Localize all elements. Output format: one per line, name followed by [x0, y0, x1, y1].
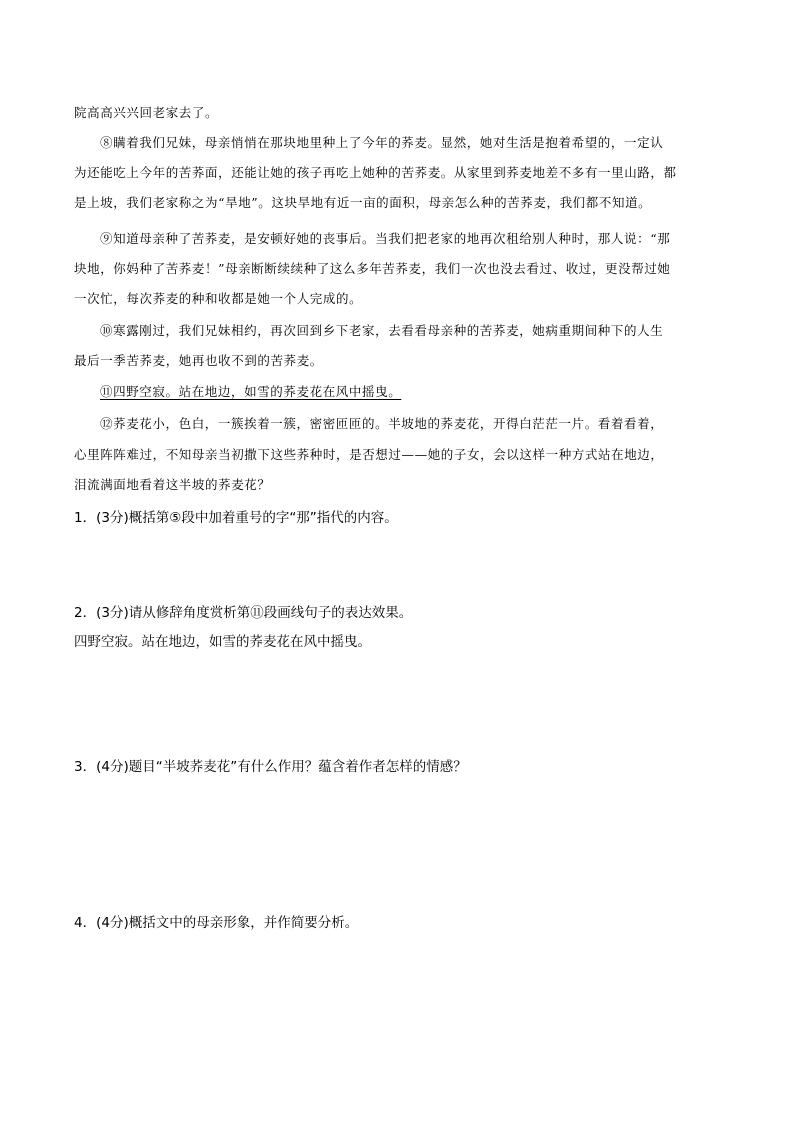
question-2: 2．(3分)请从修辞角度赏析第⑪段画线句子的表达效果。 — [74, 605, 413, 621]
passage-line: 院高高兴兴回老家去了。 — [74, 105, 219, 120]
question-2-quoted-sentence: 四野空寂。站在地边，如雪的荞麦花在风中摇曳。 — [74, 634, 371, 650]
passage-line: 最后一季苦荞麦，她再也收不到的苦荞麦。 — [74, 353, 323, 368]
passage-line: 心里阵阵难过，不知母亲当初撒下这些荞种时，是否想过——她的子女，会以这样一种方式站在地边， — [74, 447, 664, 462]
question-1: 1．(3分)概括第⑤段中加着重号的字“那”指代的内容。 — [74, 510, 398, 526]
passage-paragraph-10: ⑩寒露刚过，我们兄妹相约，再次回到乡下老家，去看看母亲种的苦荞麦，她病重期间种下的人生 — [100, 323, 664, 338]
question-3: 3．(4分)题目“半坡荞麦花”有什么作用？蕴含着作者怎样的情感？ — [74, 759, 467, 775]
passage-line: 一次忙，每次荞麦的种和收都是她一个人完成的。 — [74, 291, 363, 306]
passage-paragraph-8: ⑧瞒着我们兄妹，母亲悄悄在那块地里种上了今年的荞麦。显然，她对生活是抱着希望的，一定认 — [100, 135, 664, 150]
passage-line: 是上坡，我们老家称之为“旱地”。这块旱地有近一亩的面积，母亲怎么种的苦荞麦，我们都不知道。 — [74, 195, 652, 210]
question-4: 4．(4分)概括文中的母亲形象，并作简要分析。 — [74, 915, 359, 931]
passage-line: 为还能吃上今年的苦荞面，还能让她的孩子再吃上她种的苦荞麦。从家里到荞麦地差不多有一里山路，都 — [74, 165, 677, 180]
passage-paragraph-11-underlined: ⑪四野空寂。站在地边，如雪的荞麦花在风中摇曳。 — [100, 384, 402, 399]
passage-line: 块地，你妈种了苦荞麦！”母亲断断续续种了这么多年苦荞麦，我们一次也没去看过、收过，更没帮过她 — [74, 261, 671, 276]
passage-line: 泪流满面地看着这半坡的荞麦花？ — [74, 477, 271, 492]
passage-paragraph-9: ⑨知道母亲种了苦荞麦，是安顿好她的丧事后。当我们把老家的地再次租给别人种时，那人说：“那 — [100, 231, 671, 246]
passage-paragraph-12: ⑫荞麦花小，色白，一簇挨着一簇，密密匝匝的。半坡地的荞麦花，开得白茫茫一片。看着看着， — [100, 416, 664, 431]
